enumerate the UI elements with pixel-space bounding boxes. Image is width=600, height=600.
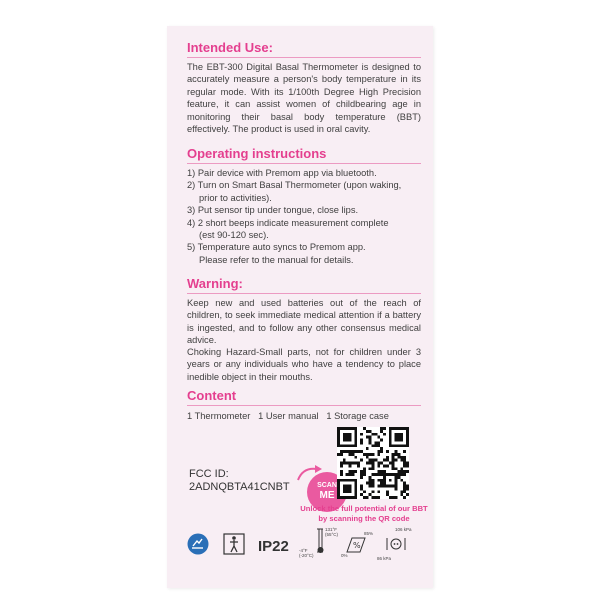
humidity-low-label: 0% [341,553,348,558]
instruction-step-1: 1) Pair device with Premom app via bluetooth. [187,168,377,178]
me-label: ME [319,490,335,501]
warning-divider [187,293,421,294]
bluetooth-device-icon [187,533,209,555]
humidity-limit-icon [345,535,367,555]
warning-heading: Warning: [187,276,243,291]
instruction-step-4-cont: (est 90-120 sec). [199,230,269,241]
content-items: 1 Thermometer 1 User manual 1 Storage case [187,411,389,421]
warning-text-batteries: Keep new and used batteries out of the reach of children, to seek immediate medical attention if a battery is ingested, and to follow any other consensus medical advice. [187,298,421,346]
pressure-high-label: 106 kPa [395,527,412,532]
qr-code[interactable] [337,427,409,499]
scan-label: SCAN [317,482,337,489]
humidity-high-label: 85% [364,531,374,536]
operating-instructions-divider [187,163,421,164]
pressure-low-label: 86 kPa [377,556,392,561]
content-heading: Content [187,388,237,403]
operating-instructions-list [187,167,421,266]
type-bf-applied-part-icon [223,533,245,555]
instruction-step-2: 2) Turn on Smart Basal Thermometer (upon waking, [187,180,402,191]
svg-text:%: % [353,541,361,550]
package-back-panel [167,26,433,588]
temp-high-label: 131°F (55°C) [325,527,339,537]
intended-use-text: The EBT-300 Digital Basal Thermometer is designed to accurately measure a person's body temperature in its regular mode. With its 1/100th Degree High Precision feature, it can assist women of childbearing age in monitoring their basal body temperature (BBT) effectively. The product is used in oral cavity. [187,62,421,135]
instruction-step-5-cont: Please refer to the manual for details. [199,254,354,265]
intended-use-heading: Intended Use: [187,40,273,55]
warning-text-choking: Choking Hazard-Small parts, not for children under 3 years or any individuals who have a tendency to place inedible object in their mouths. [187,347,421,382]
instruction-step-3: 3) Put sensor tip under tongue, close lips. [187,205,359,216]
content-divider [187,405,421,406]
instruction-step-5: 5) Temperature auto syncs to Premom app. [187,242,366,253]
operating-instructions-heading: Operating instructions [187,146,327,161]
ip22-rating: IP22 [258,538,289,555]
instruction-step-4: 4) 2 short beeps indicate measurement complete [187,217,389,228]
fcc-label: FCC ID: [189,468,229,480]
pressure-limit-icon [384,534,408,554]
unlock-caption: Unlock the full potential of our BBT by scanning the QR code [300,504,428,523]
intended-use-divider [187,57,421,58]
instruction-step-2-cont: prior to activities). [199,192,272,203]
fcc-id: 2ADNQBTA41CNBT [189,481,290,493]
temp-low-label: -4°F (-20°C) [299,548,314,558]
